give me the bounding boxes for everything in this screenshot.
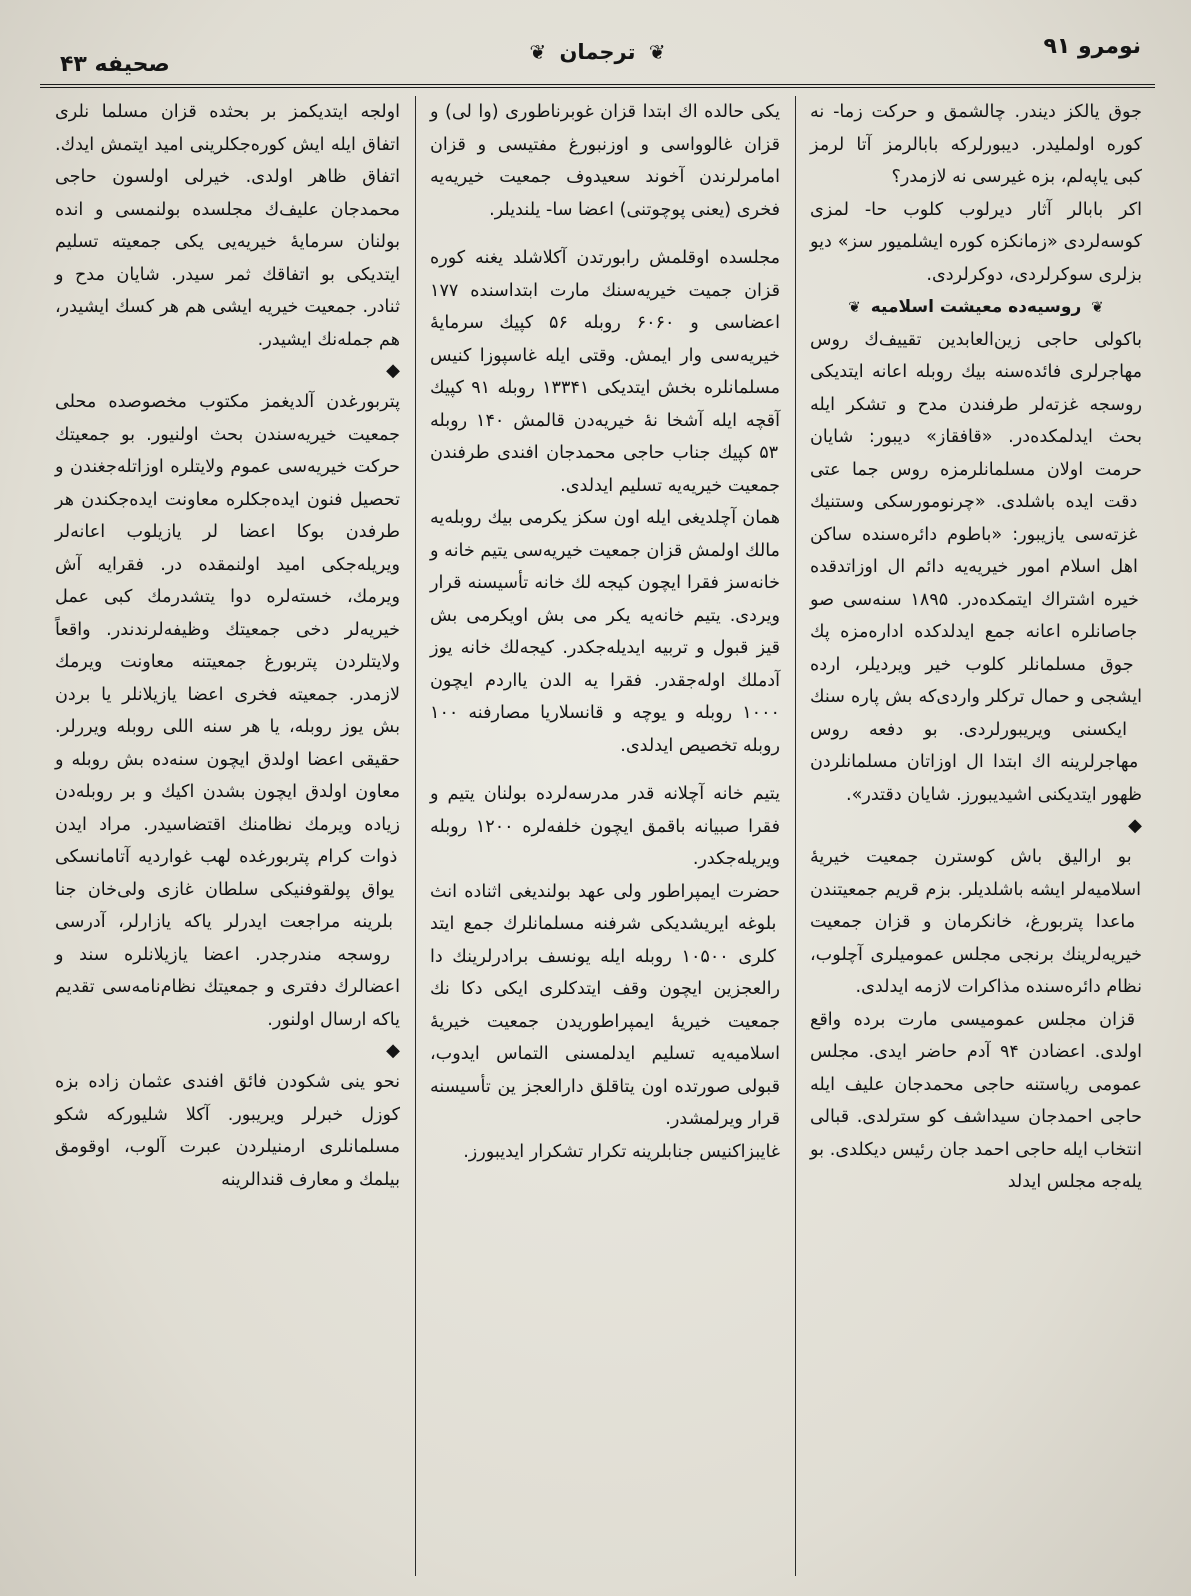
issue-number: نومرو ۹۱ (1043, 34, 1141, 59)
divider-icon: ◆ (386, 360, 400, 381)
paragraph: حضرت ايمپراطور ولى عهد بولنديغى اثناده انث بلوغه ايريشديكى شرفنه مسلمانلرك جمع ايتد كلرى ۱۰۵۰۰ روبله ايله يونسف برادرلرينك دا رالعجزين ايچون وقف ايتدكلرى ايكى دكا نك جمعيت خيريهٔ ايمپراطوريدن جمعيت خيريهٔ اسلاميه‌يه تسليم ايدلمسنى التماس ايدوب، قبولى صورتده اون يتاقلق دارالعجز ين تأسيسنه قرار ويرلمشدر. (430, 881, 780, 1129)
paragraph: بو اراليق باش كوسترن جمعيت خيريهٔ اسلاميه‌لر ايشه باشلديلر. بزم قريم جمعيتندن ماعدا پتربورغ، خانكرمان و قزان جمعيت خيريه‌لرينك برنجى مجلس عموميلرى آچلوب، نظام دائره‌سنده مذاكرات لازمه ايدلدى. (810, 847, 1142, 997)
column-left (55, 96, 400, 1576)
page-number: صحيفه ۴۳ (60, 52, 170, 77)
paragraph: باكولى حاجى زين‌العابدين تقييف‌ك روس مهاجرلرى فائده‌سنه بيك روبله اعانه ايتديكى روسجه غزته‌لر طرفندن مدح و تشكر ايله بحث ايدلمكده‌در. «قافقاز» ديبور: شايان حرمت اولان مسلمانلرمزه روس جما عتى دقت ايده باشلدى. «چرنومورسكى وستنيك غزته‌سى يازيبور: «باطوم دائره‌سنده ساكن اهل اسلام امور خيريه‌يه دائم ال اوزاتدقده خيره اشتراك ايتمكده‌در. ۱۸۹۵ سنه‌سى صو جاصانلره اعانه جمع ايدلدكده اداره‌مزه پك جوق مسلمانلر كلوب خير ويرديلر، ارده ايشجى و حمال تركلر واردى‌كه بش پاره سنك ايكسنى ويريبورلردى. بو دفعه روس مهاجرلرينه اك ابتدا ال اوزاتان مسلمانلردن ظهور ايتديكنى اشيديبورز. شايان دقتدر». (810, 329, 1143, 805)
paragraph: يتيم خانه آچلانه قدر مدرسه‌لرده بولنان يتيم و فقرا صبيانه باقمق ايچون خلفه‌لره ۱۲۰۰ روبله ويريله‌جكدر. (430, 784, 780, 869)
paragraph: جوق يالكز ديندر. چالشمق و حركت زما- نه كوره اولمليدر. ديبورلركه بابالرمز آتا لرمز كبى ياپه‌لم، بزه غيرسى نه لازمدر؟ (810, 102, 1142, 187)
ornament-icon: ❦ (1091, 298, 1104, 316)
header-rule (40, 84, 1155, 88)
column-divider (415, 96, 416, 1576)
page-header (40, 34, 1155, 90)
paragraph: مجلسده اوقلمش رابورتدن آكلاشلد يغنه كوره قزان جميت خيريه‌سنك مارت ابتداسنده ۱۷۷ اعضاسى و ۶۰۶۰ روبله ۵۶ كپيك سرمايهٔ خيريه‌سى وار ايمش. وقتى ايله غاسپوزا كنيس مسلمانلره بخش ايتديكى ۱۳۳۴۱ روبله ۹۱ كپيك آقچه ايله آشخا نهٔ خيريه‌دن قالمش ۱۴۰ روبله ۵۳ كپيك جناب حاجى محمدجان افندى طرفندن جمعيت خيريه‌يه تسليم ايدلدى. (430, 248, 781, 496)
section-heading (810, 291, 1142, 324)
paragraph: همان آچلديغى ايله اون سكز يكرمى بيك روبله‌يه مالك اولمش قزان جمعيت خيريه‌سى يتيم خانه و خانه‌سز فقرا ايچون كيجه لك خانه تأسيسنه قرار ويردى. يتيم خانه‌يه يكر مى بش اويكرمى بش قيز قبول و تربيه ايديله‌جكدر. كيجه‌لك خانه يوز آدملك اوله‌جقدر. فقرا يه الدن يااردم ايچون ۱۰۰۰ روبله و يوچه و قانسلاريا مصارفنه ۱۰۰ روبله تخصيص ايدلدى. (430, 508, 781, 756)
paragraph: قزان مجلس عموميسى مارت برده واقع اولدى. اعضادن ۹۴ آدم حاضر ايدى. مجلس عمومى رياستنه حاجى محمدجان عليف ايله حاجى احمدجان سيداشف كو سترلدى. قبالى انتخاب ايله حاجى احمد جان رئيس ديكلدى. بو يله‌جه مجلس ايدلد (810, 1009, 1142, 1192)
paragraph: پتربورغدن آلديغمز مكتوب مخصوصده محلى جمعيت خيريه‌سندن بحث اولنيور. بو جمعيتك حركت خيريه‌سى عموم ولايتلره اوزاتله‌جغندن و تحصيل فنون ايده‌جكلره معاونت ايده‌جكندن هر طرفدن بوكا اعضا لر يازيلوب اعانه‌لر ويريله‌جكى اميد اولنمقده در. فقرايه آش ويرمك، خسته‌لره دوا يتشدرمك كبى عمل خيريه‌لر دخى جمعيتك وظيفه‌لرندندر. واقعاً ولايتلردن پتربورغ جمعيتنه معاونت ويرمك لازمدر. جمعيته فخرى اعضا يازيلانلر يا بردن بش يوز روبله، يا هر سنه اللى روبله ويررلر. حقيقى اعضا اولدق ايچون سنه‌ده بش روبله و معاون اولدق ايچون بشدن اكيك و بر روبله‌دن زياده ويرمك نظامنك اقتضاسيدر. مراد ايدن ذوات كرام پتربورغده لهب غوارديه آتامانسكى يواق پولقوفنيكى سلطان غازى ولى‌خان جنا بلرينه مراجعت ايدرلر ياكه يازارلر، آدرسى روسجه مندرجدر. اعضا يازيلانلره سند و اعضالرك دفترى و جمعيتك نظام‌نامه‌سى تقديم ياكه ارسال اولنور. (55, 392, 400, 1030)
paragraph: اكر بابالر آثار ديرلوب كلوب حا- لمزى كوسه‌لردى «زمانكزه كوره ايشلميور سز» ديو بزلرى سوكرلردى، دوكرلردى. (810, 199, 1142, 285)
newspaper-title: ترجمان (559, 40, 636, 64)
divider-icon: ◆ (1128, 815, 1142, 836)
column-divider (795, 96, 796, 1576)
ornament-icon: ❦ (648, 40, 666, 64)
paragraph: نحو ينى شكودن فائق افندى عثمان زاده بزه كوزل خبرلر ويريبور. آكلا شليوركه شكو مسلمانلرى ارمنيلردن عبرت آلوب، اوقومق بيلمك و معارف قندالرينه (55, 1072, 401, 1190)
paragraph: اولجه ايتديكمز بر بحثده قزان مسلما نلرى اتفاق ايله ايش كوره‌جكلرينى اميد ايتمش ايدك. اتفاق ظاهر اولدى. خيرلى اولسون حاجى محمدجان عليف‌ك مجلسده بولنمسى و انده بولنان سرمايهٔ خيريه‌يى يكى جمعيته تسليم ايتديكى بو اتفاقك ثمر سيدر. شايان مدح و ثنادر. جمعيت خيريه ايشى هم هر كسك ايشيدر، هم جمله‌نك ايشيدر. (55, 102, 401, 350)
paragraph: يكى حالده اك ابتدا قزان غوبرناطورى (وا لى) و قزان غالوواسى و اوزنبورغ مفتيسى و قزان امامرلرندن آخوند سعيدوف جمعيت خيريه‌يه فخرى (يعنى پوچوتنى) اعضا سا- يلنديلر. (430, 102, 780, 220)
section-title: روسيه‌ده معيشت اسلاميه (864, 297, 1082, 317)
masthead (523, 40, 671, 64)
ornament-icon: ❦ (529, 40, 547, 64)
column-right (810, 96, 1142, 1576)
ornament-icon: ❦ (848, 298, 861, 316)
paragraph: غايبزاكنيس جنابلرينه تكرار تشكرار ايديبورز. (463, 1141, 780, 1162)
divider-icon: ◆ (386, 1040, 400, 1061)
column-middle (430, 96, 780, 1576)
